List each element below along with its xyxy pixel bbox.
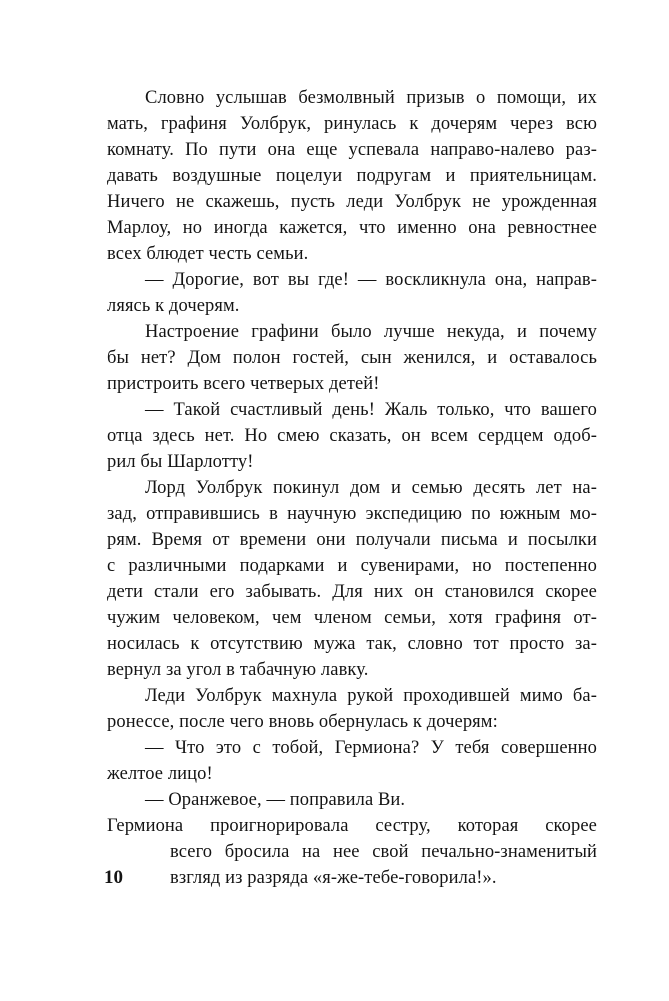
- paragraph: [107, 475, 597, 683]
- text-line: ронессе, после чего вновь обернулась к дочерям:: [107, 712, 498, 732]
- paragraph: [107, 683, 597, 735]
- text-line: ляясь к дочерям.: [107, 296, 240, 316]
- text-line: Словно услышав безмолвный призыв о помощи, их: [145, 88, 597, 108]
- text-line: — Что это с тобой, Гермиона? У тебя совершенно: [145, 738, 597, 758]
- paragraph: [107, 85, 597, 267]
- text-line: комнату. По пути она еще успевала направо-налево раз-: [107, 140, 597, 160]
- text-line: давать воздушные поцелуи подругам и приятельницам.: [107, 166, 597, 186]
- paragraph: [107, 267, 597, 319]
- text-line: всех блюдет честь семьи.: [107, 244, 309, 264]
- text-line: желтое лицо!: [107, 764, 213, 784]
- text-line: взгляд из разряда «я-же-тебе-говорила!».: [170, 868, 497, 888]
- text-line: бы нет? Дом полон гостей, сын женился, и оставалось: [107, 348, 597, 368]
- paragraph: [107, 813, 597, 891]
- text-line: — Оранжевое, — поправила Ви.: [145, 790, 406, 810]
- text-line: рил бы Шарлотту!: [107, 452, 254, 472]
- text-line: Ничего не скажешь, пусть леди Уолбрук не урожденная: [107, 192, 597, 212]
- text-line: Лорд Уолбрук покинул дом и семью десять лет на-: [145, 478, 597, 498]
- text-line: всего бросила на нее свой печально-знаменитый: [170, 842, 597, 862]
- text-line: Гермиона проигнорировала сестру, которая скорее: [107, 816, 597, 836]
- text-block: [107, 85, 597, 891]
- text-line: дети стали его забывать. Для них он становился скорее: [107, 582, 597, 602]
- text-line: Марлоу, но иногда кажется, что именно она ревностнее: [107, 218, 597, 238]
- text-line: — Такой счастливый день! Жаль только, что вашего: [145, 400, 597, 420]
- text-line: с различными подарками и сувенирами, но постепенно: [107, 556, 597, 576]
- text-line: зад, отправившись в научную экспедицию по южным мо-: [107, 504, 597, 524]
- text-line: Настроение графини было лучше некуда, и почему: [145, 322, 597, 342]
- text-line: мать, графиня Уолбрук, ринулась к дочерям через всю: [107, 114, 597, 134]
- page-number: 10: [104, 867, 123, 888]
- text-line: — Дорогие, вот вы где! — воскликнула она, направ-: [145, 270, 597, 290]
- paragraph: [107, 319, 597, 397]
- text-line: чужим человеком, чем членом семьи, хотя графиня от-: [107, 608, 597, 628]
- text-line: рям. Время от времени они получали письма и посылки: [107, 530, 597, 550]
- paragraph: [107, 787, 597, 813]
- text-line: носилась к отсутствию мужа так, словно тот просто за-: [107, 634, 597, 654]
- text-line: пристроить всего четверых детей!: [107, 374, 380, 394]
- paragraph: [107, 397, 597, 475]
- text-line: Леди Уолбрук махнула рукой проходившей мимо ба-: [145, 686, 597, 706]
- text-line: отца здесь нет. Но смею сказать, он всем сердцем одоб-: [107, 426, 597, 446]
- paragraph: [107, 735, 597, 787]
- text-line: вернул за угол в табачную лавку.: [107, 660, 369, 680]
